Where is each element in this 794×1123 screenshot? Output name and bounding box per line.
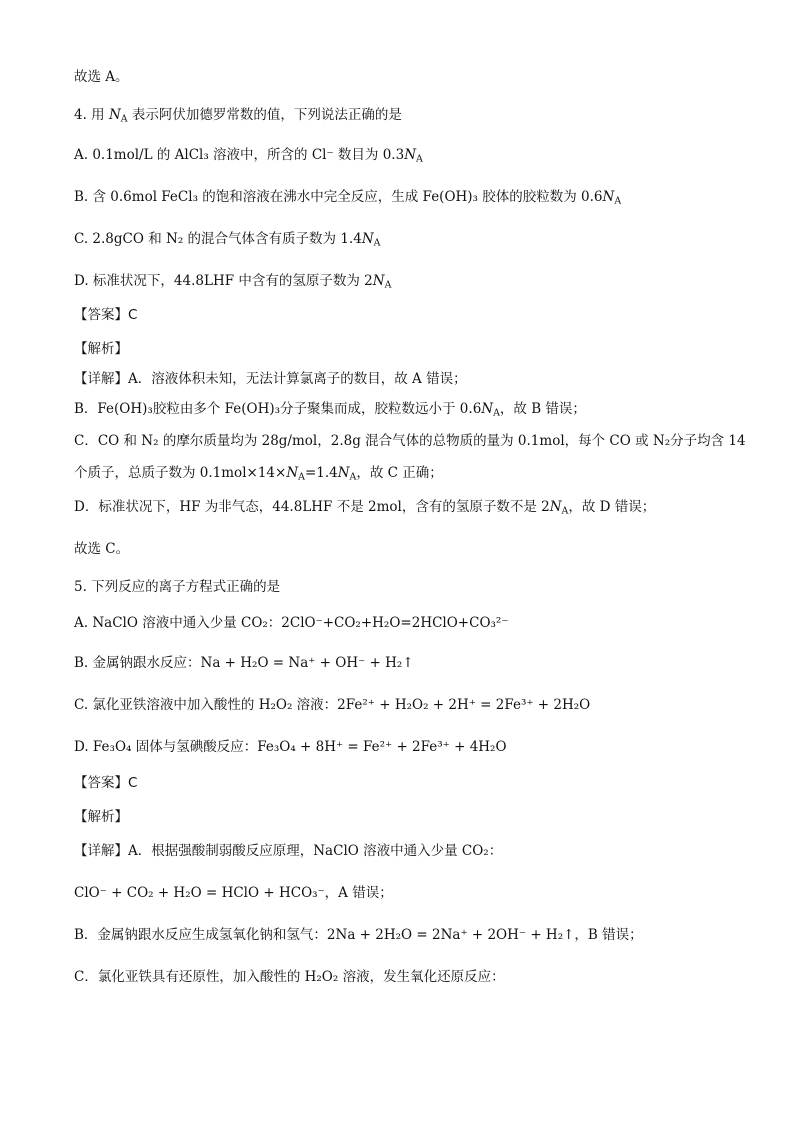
line-16: A. NaClO 溶液中通入少量 CO₂：2ClO⁻+CO₂+H₂O=2HClO+CO₃²⁻ <box>74 615 509 631</box>
line-14: 故选 C。 <box>74 541 130 557</box>
line-23: ClO⁻ + CO₂ + H₂O = HClO + HCO₃⁻，A 错误； <box>74 885 393 901</box>
line-11: C．CO 和 N₂ 的摩尔质量均为 28g/mol，2.8g 混合气体的总物质的量为 0.1mol，每个 CO 或 N₂分子均含 14 <box>74 433 746 449</box>
line-12: 个质子，总质子数为 $0.1mol\times 14\times N_A=1.4N_A$，故 C 正确； <box>74 465 443 483</box>
line-4: B. 含 0.6mol FeCl₃ 的饱和溶液在沸水中完全反应，生成 Fe(OH)₃ 胶体的胶粒数为 $0.6N_A$ <box>74 189 622 207</box>
line-9: 【详解】A．溶液体积未知，无法计算氯离子的数目，故 A 错误； <box>74 371 467 387</box>
line-21: 【解析】 <box>74 809 128 825</box>
line-2: 4. 用 $N_A$ 表示阿伏加德罗常数的值，下列说法正确的是 <box>74 107 402 125</box>
line-17: B. 金属钠跟水反应：Na + H₂O = Na⁺ + OH⁻ + H₂↑ <box>74 655 414 671</box>
line-20: 【答案】C <box>74 775 138 791</box>
line-10: B．Fe(OH)₃胶粒由多个 Fe(OH)₃分子聚集而成，胶粒数远小于 $0.6N_A$，故 B 错误； <box>74 401 586 419</box>
line-8: 【解析】 <box>74 341 128 357</box>
line-22: 【详解】A．根据强酸制弱酸反应原理，NaClO 溶液中通入少量 CO₂： <box>74 843 503 859</box>
line-6: D. 标准状况下，44.8LHF 中含有的氢原子数为 $2N_A$ <box>74 273 392 291</box>
line-25: C．氯化亚铁具有还原性，加入酸性的 H₂O₂ 溶液，发生氧化还原反应： <box>74 969 505 985</box>
line-15: 5. 下列反应的离子方程式正确的是 <box>74 579 281 595</box>
line-1: 故选 A。 <box>74 69 129 85</box>
line-13: D．标准状况下，HF 为非气态，44.8LHF 不是 2mol，含有的氢原子数不是 $2N_A$，故 D 错误； <box>74 499 656 517</box>
line-24: B．金属钠跟水反应生成氢氧化钠和氢气：2Na + 2H₂O = 2Na⁺ + 2OH⁻ + H₂↑，B 错误； <box>74 927 643 943</box>
line-18: C. 氯化亚铁溶液中加入酸性的 H₂O₂ 溶液：2Fe²⁺ + H₂O₂ + 2H⁺ = 2Fe³⁺ + 2H₂O <box>74 697 591 713</box>
line-5: C. 2.8gCO 和 N₂ 的混合气体含有质子数为 $1.4N_A$ <box>74 231 381 249</box>
line-7: 【答案】C <box>74 307 138 323</box>
line-19: D. Fe₃O₄ 固体与氢碘酸反应：Fe₃O₄ + 8H⁺ = Fe²⁺ + 2Fe³⁺ + 4H₂O <box>74 739 507 755</box>
line-3: A. 0.1mol/L 的 AlCl₃ 溶液中，所含的 Cl⁻ 数目为 $0.3N_A$ <box>74 147 423 165</box>
